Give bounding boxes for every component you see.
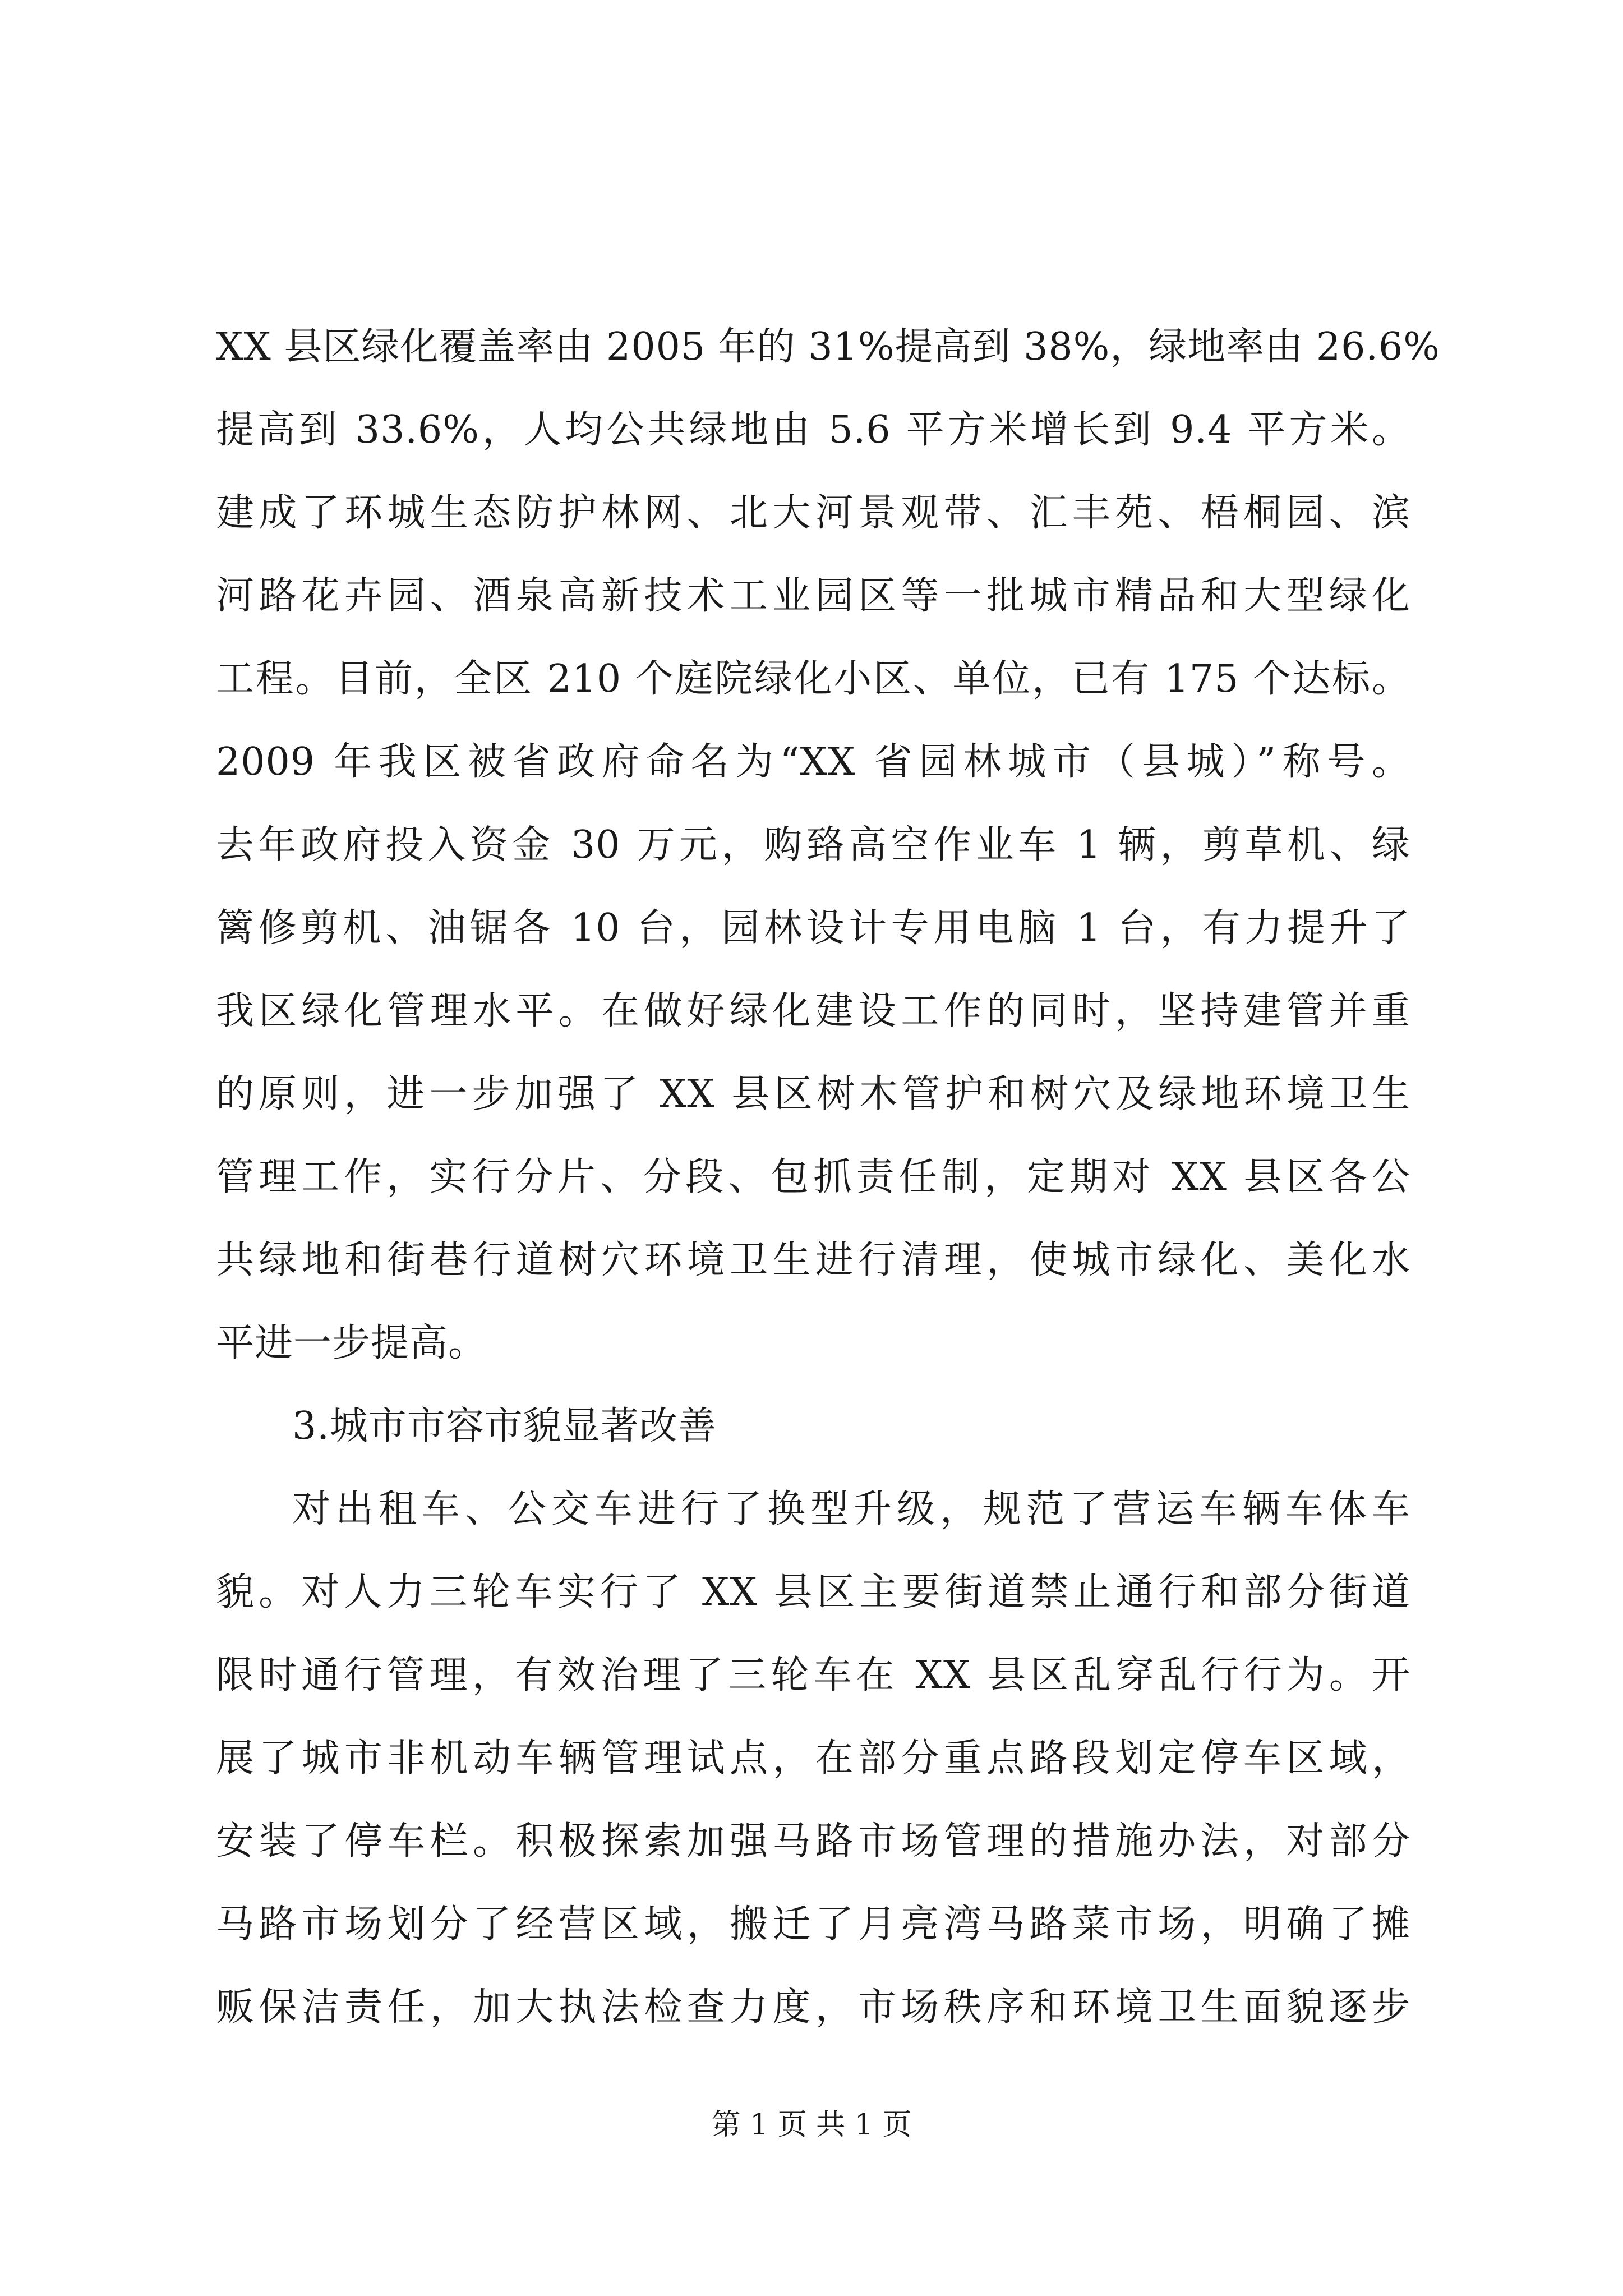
page-footer: 第 1 页 共 1 页	[711, 2108, 912, 2142]
text-line: 2009 年我区被省政府命名为“XX 省园林城市（县城）”称号。	[216, 740, 1410, 784]
text-line: 展了城市非机动车辆管理试点，在部分重点路段划定停车区域，	[216, 1736, 1410, 1780]
text-line: 管理工作，实行分片、分段、包抓责任制，定期对 XX 县区各公	[216, 1155, 1410, 1199]
text-line: 我区绿化管理水平。在做好绿化建设工作的同时，坚持建管并重	[216, 989, 1410, 1033]
text-line: 安装了停车栏。积极探索加强马路市场管理的措施办法，对部分	[216, 1819, 1410, 1864]
text-line: 限时通行管理，有效治理了三轮车在 XX 县区乱穿乱行行为。开	[216, 1653, 1410, 1697]
section-heading: 3.城市市容市貌显著改善	[292, 1404, 717, 1448]
text-line: 河路花卉园、酒泉高新技术工业园区等一批城市精品和大型绿化	[216, 574, 1410, 618]
text-line: 的原则，进一步加强了 XX 县区树木管护和树穴及绿地环境卫生	[216, 1072, 1410, 1116]
body-text	[216, 306, 1440, 2049]
text-line: 提高到 33.6%，人均公共绿地由 5.6 平方米增长到 9.4 平方米。	[216, 408, 1410, 452]
text-line: XX 县区绿化覆盖率由 2005 年的 31%提高到 38%，绿地率由 26.6%	[216, 325, 1440, 369]
text-line: 去年政府投入资金 30 万元，购臵高空作业车 1 辆，剪草机、绿	[216, 823, 1410, 867]
text-line: 马路市场划分了经营区域，搬迁了月亮湾马路菜市场，明确了摊	[216, 1902, 1410, 1947]
text-line: 篱修剪机、油锯各 10 台，园林设计专用电脑 1 台，有力提升了	[216, 906, 1410, 950]
text-line: 貌。对人力三轮车实行了 XX 县区主要街道禁止通行和部分街道	[216, 1570, 1410, 1614]
text-line: 平进一步提高。	[216, 1321, 487, 1365]
text-line: 工程。目前，全区 210 个庭院绿化小区、单位，已有 175 个达标。	[216, 657, 1410, 701]
text-line: 建成了环城生态防护林网、北大河景观带、汇丰苑、梧桐园、滨	[216, 491, 1410, 535]
text-line: 共绿地和街巷行道树穴环境卫生进行清理，使城市绿化、美化水	[216, 1238, 1410, 1282]
text-line: 贩保洁责任，加大执法检查力度，市场秩序和环境卫生面貌逐步	[216, 1985, 1410, 2030]
text-line: 对出租车、公交车进行了换型升级，规范了营运车辆车体车	[292, 1487, 1410, 1531]
